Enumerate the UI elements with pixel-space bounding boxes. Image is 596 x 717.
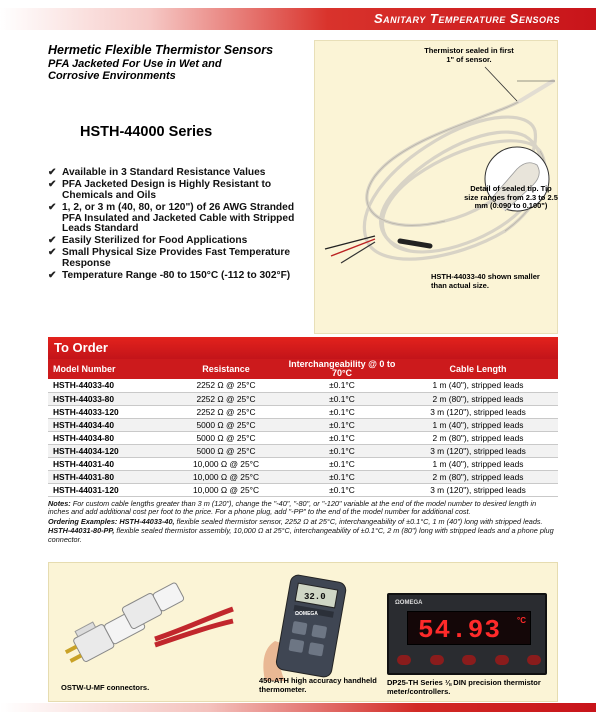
order-notes bbox=[48, 500, 558, 545]
note-tip-detail: Detail of sealed tip. Tip size ranges from 2.3 to 2.5 mm (0.090 to 0.100") bbox=[464, 184, 558, 210]
cell-cable: 1 m (40"), stripped leads bbox=[398, 418, 558, 431]
meter-button bbox=[527, 655, 541, 665]
handheld-thermometer-image bbox=[245, 571, 355, 681]
cell-model: HSTH-44033-40 bbox=[48, 379, 166, 392]
cell-model: HSTH-44033-80 bbox=[48, 392, 166, 405]
col-interchangeability: Interchangeability @ 0 to 70°C bbox=[286, 359, 398, 379]
note-custom-length: Notes: For custom cable lengths greater than 3 m (120"), change the "-40", "-80", or "-120" variable at the end of the model number to desired length in inches and add additional cost per foot to the price. For a phone plug, add "-PP" to the end of the model number for additional cost. bbox=[48, 499, 537, 517]
note-shown-size: HSTH-44033-40 shown smaller than actual size. bbox=[431, 272, 540, 290]
meter-display: 54.93 bbox=[418, 615, 502, 645]
table-row bbox=[48, 470, 558, 483]
cell-interchangeability: ±0.1°C bbox=[286, 457, 398, 470]
col-cable: Cable Length bbox=[398, 359, 558, 379]
cell-model: HSTH-44031-120 bbox=[48, 483, 166, 496]
cell-model: HSTH-44033-120 bbox=[48, 405, 166, 418]
note-sealed: Thermistor sealed in first 1" of sensor. bbox=[424, 46, 514, 64]
feature-item: ✔ PFA Jacketed Design is Highly Resistant to Chemicals and Oils bbox=[48, 178, 272, 201]
checkmark-icon: ✔ bbox=[48, 270, 57, 282]
cell-interchangeability: ±0.1°C bbox=[286, 444, 398, 457]
cell-cable: 1 m (40"), stripped leads bbox=[398, 457, 558, 470]
cell-model: HSTH-44031-40 bbox=[48, 457, 166, 470]
cell-model: HSTH-44034-120 bbox=[48, 444, 166, 457]
feature-item: ✔ Temperature Range -80 to 150°C (-112 to 302°F) bbox=[48, 270, 291, 282]
meter-button bbox=[495, 655, 509, 665]
cell-interchangeability: ±0.1°C bbox=[286, 483, 398, 496]
cell-interchangeability: ±0.1°C bbox=[286, 405, 398, 418]
cell-interchangeability: ±0.1°C bbox=[286, 470, 398, 483]
table-row bbox=[48, 379, 558, 392]
meter-label: DP25-TH Series ⅛ DIN precision thermistor meter/controllers. bbox=[387, 678, 541, 696]
order-heading: To Order bbox=[48, 337, 558, 359]
meter-unit: °C bbox=[517, 616, 526, 625]
cell-cable: 1 m (40"), stripped leads bbox=[398, 379, 558, 392]
series-title: HSTH-44000 Series bbox=[80, 124, 213, 140]
checkmark-icon: ✔ bbox=[48, 167, 57, 178]
cell-cable: 2 m (80"), stripped leads bbox=[398, 431, 558, 444]
cell-resistance: 2252 Ω @ 25°C bbox=[166, 379, 286, 392]
cell-resistance: 10,000 Ω @ 25°C bbox=[166, 483, 286, 496]
checkmark-icon: ✔ bbox=[48, 247, 57, 259]
cell-interchangeability: ±0.1°C bbox=[286, 431, 398, 444]
accessories-panel bbox=[48, 562, 558, 702]
footer-band bbox=[0, 703, 596, 712]
feature-item: ✔ Available in 3 Standard Resistance Values bbox=[48, 167, 266, 178]
order-section bbox=[48, 337, 558, 497]
note-ordering-example: Ordering Examples: HSTH-44033-40, flexible sealed thermistor sensor, 2252 Ω at 25°C, interchangeability of ±0.1°C, 1 m (40") long with stripped leads. bbox=[48, 516, 543, 526]
checkmark-icon: ✔ bbox=[48, 235, 57, 247]
product-subtitle-line2: Corrosive Environments bbox=[48, 70, 176, 82]
cell-resistance: 5000 Ω @ 25°C bbox=[166, 444, 286, 457]
cell-interchangeability: ±0.1°C bbox=[286, 392, 398, 405]
handheld-brand: ΩOMEGA bbox=[295, 611, 318, 617]
header-band bbox=[0, 0, 596, 34]
handheld-display: 32.0 bbox=[304, 592, 326, 602]
table-row bbox=[48, 405, 558, 418]
cell-resistance: 5000 Ω @ 25°C bbox=[166, 418, 286, 431]
cell-interchangeability: ±0.1°C bbox=[286, 379, 398, 392]
cell-model: HSTH-44031-80 bbox=[48, 470, 166, 483]
meter-display-window bbox=[407, 611, 531, 645]
meter-buttons bbox=[397, 655, 541, 667]
cell-cable: 3 m (120"), stripped leads bbox=[398, 444, 558, 457]
product-subtitle-line1: PFA Jacketed For Use in Wet and bbox=[48, 58, 222, 70]
panel-meter bbox=[387, 593, 547, 675]
table-row bbox=[48, 392, 558, 405]
page-title: Sanitary Temperature Sensors bbox=[373, 11, 560, 26]
meter-button bbox=[430, 655, 444, 665]
table-row bbox=[48, 483, 558, 496]
cell-cable: 2 m (80"), stripped leads bbox=[398, 470, 558, 483]
connectors-label: OSTW-U-MF connectors. bbox=[61, 683, 150, 692]
cell-resistance: 2252 Ω @ 25°C bbox=[166, 392, 286, 405]
feature-item: ✔ Small Physical Size Provides Fast Temperature Response bbox=[48, 247, 290, 270]
meter-button bbox=[397, 655, 411, 665]
col-resistance: Resistance bbox=[166, 359, 286, 379]
meter-button bbox=[462, 655, 476, 665]
checkmark-icon: ✔ bbox=[48, 201, 57, 213]
cell-resistance: 2252 Ω @ 25°C bbox=[166, 405, 286, 418]
cell-resistance: 10,000 Ω @ 25°C bbox=[166, 470, 286, 483]
col-model: Model Number bbox=[48, 359, 166, 379]
connectors-image bbox=[55, 569, 235, 681]
table-row bbox=[48, 444, 558, 457]
thermometer-label: 450-ATH high accuracy handheld thermometer. bbox=[259, 676, 377, 694]
cell-interchangeability: ±0.1°C bbox=[286, 418, 398, 431]
cell-cable: 3 m (120"), stripped leads bbox=[398, 405, 558, 418]
note-ordering-example-2: HSTH-44031-80-PP, flexible sealed thermistor assembly, 10,000 Ω at 25°C, interchangeability of ±0.1°C, 2 m (80") long with stripped leads and a phone plug connector. bbox=[48, 526, 554, 544]
cell-resistance: 5000 Ω @ 25°C bbox=[166, 431, 286, 444]
table-row bbox=[48, 431, 558, 444]
product-title: Hermetic Flexible Thermistor Sensors bbox=[48, 43, 274, 57]
table-row bbox=[48, 418, 558, 431]
feature-item: ✔ 1, 2, or 3 m (40, 80, or 120") of 26 AWG Stranded PFA Insulated and Jacketed Cable with Stripped Leads Standard bbox=[48, 201, 295, 235]
table-header-row bbox=[48, 359, 558, 379]
checkmark-icon: ✔ bbox=[48, 178, 57, 190]
cell-model: HSTH-44034-40 bbox=[48, 418, 166, 431]
cell-cable: 3 m (120"), stripped leads bbox=[398, 483, 558, 496]
cell-cable: 2 m (80"), stripped leads bbox=[398, 392, 558, 405]
order-table bbox=[48, 359, 558, 497]
feature-item: ✔ Easily Sterilized for Food Applications bbox=[48, 235, 248, 247]
table-row bbox=[48, 457, 558, 470]
meter-brand: ΩOMEGA bbox=[395, 600, 423, 606]
cell-model: HSTH-44034-80 bbox=[48, 431, 166, 444]
product-photo bbox=[314, 40, 558, 334]
cell-resistance: 10,000 Ω @ 25°C bbox=[166, 457, 286, 470]
